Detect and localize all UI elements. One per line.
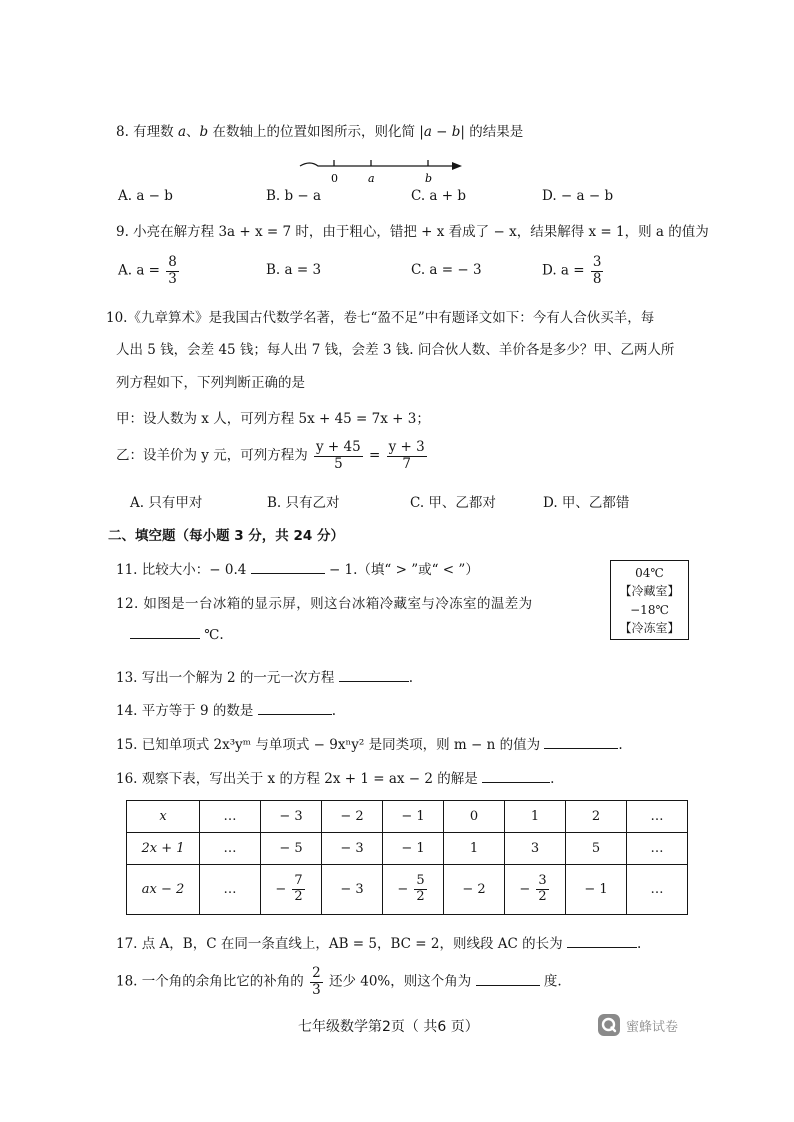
q9-option-d-den: 8	[592, 270, 602, 287]
table-fraction	[536, 874, 548, 905]
watermark-text: 蜜蜂试卷	[626, 1020, 679, 1035]
q10-option-d: D. 甲、乙都错	[543, 495, 630, 511]
q8-option-d: D. − a − b	[542, 188, 614, 204]
q14-end: .	[331, 703, 337, 719]
fraction-sign: −	[519, 882, 531, 897]
table-cell-fraction	[505, 865, 566, 915]
table-fraction	[292, 874, 304, 905]
table-row-x	[127, 801, 688, 833]
table-cell: …	[627, 833, 688, 865]
table-cell: x	[127, 801, 200, 833]
q10-line-2: 人出 5 钱，会差 45 钱；每人出 7 钱，会差 3 钱. 问合伙人数、羊价各是多少？甲、乙两人所	[116, 342, 675, 358]
q12-text: 12. 如图是一台冰箱的显示屏，则这台冰箱冷藏室与冷冻室的温差为	[116, 596, 533, 612]
table-cell-fraction	[261, 865, 322, 915]
fraction-den: 2	[538, 889, 547, 904]
q9-option-d-fraction	[591, 255, 604, 287]
q12-answer-line	[130, 626, 224, 643]
q10-yi-fraction-1	[314, 440, 363, 472]
fraction-den: 2	[416, 889, 425, 904]
q11	[116, 558, 479, 578]
q9-stem: 9. 小亮在解方程 3a + x = 7 时，由于粗心，错把 + x 看成了 − x，结果解得 x = 1，则 a 的值为	[116, 224, 709, 240]
table-cell: − 1	[383, 801, 444, 833]
q17-text: 17. 点 A，B，C 在同一条直线上，AB = 5，BC = 2，则线段 AC 的长为	[116, 936, 563, 952]
q10-option-c: C. 甲、乙都对	[410, 495, 496, 511]
q18-unit: 度.	[543, 973, 562, 990]
q8-option-a: A. a − b	[118, 188, 173, 204]
q10-option-b: B. 只有乙对	[267, 495, 340, 511]
table-cell: …	[200, 833, 261, 865]
q17-answer-blank[interactable]	[567, 935, 637, 948]
q10-yi-frac2-den: 7	[402, 455, 411, 472]
table-cell: 2x + 1	[127, 833, 200, 865]
table-cell: − 3	[261, 801, 322, 833]
q8-option-b: B. b − a	[266, 188, 322, 204]
q9-option-d	[542, 255, 605, 287]
q18-text-mid: 还少 40%，则这个角为	[328, 973, 472, 990]
q9-option-b: B. a = 3	[266, 262, 322, 278]
q8-stem	[116, 120, 523, 140]
q10-line-1: 10.《九章算术》是我国古代数学名著，卷七“盈不足”中有题译文如下：今有人合伙买羊，每	[106, 310, 655, 326]
q9-option-d-num: 3	[592, 254, 602, 270]
q15-end: .	[618, 737, 623, 753]
q8-text: 8. 有理数	[116, 124, 178, 140]
fraction-num: 5	[416, 873, 425, 889]
fraction-sign: −	[275, 882, 287, 897]
q10-jia: 甲：设人数为 x 人，可列方程 5x + 45 = 7x + 3；	[116, 411, 430, 427]
q16-end: .	[550, 771, 555, 787]
q10-yi-frac2-num: y + 3	[388, 439, 425, 455]
q10-yi-frac1-den: 5	[334, 455, 343, 472]
q10-option-a: A. 只有甲对	[130, 495, 203, 511]
q11-text: 11. 比较大小：− 0.4	[116, 562, 247, 578]
q9-option-a-label: A. a =	[118, 262, 160, 279]
fridge-display	[610, 560, 689, 640]
q8-var-a: a	[177, 124, 187, 140]
page-footer: 七年级数学第2页（ 共6 页）	[298, 1019, 479, 1035]
fridge-temp-freezer: −18℃	[630, 603, 669, 617]
q16	[116, 767, 554, 787]
q14-text: 14. 平方等于 9 的数是	[116, 703, 254, 719]
q13-end: .	[408, 670, 414, 686]
q18	[116, 966, 562, 998]
q18-answer-blank[interactable]	[476, 973, 540, 986]
q16-text: 16. 观察下表，写出关于 x 的方程 2x + 1 = ax − 2 的解是	[116, 771, 478, 787]
q8-var-b: b	[199, 124, 209, 140]
q9-option-a-num: 8	[168, 254, 177, 270]
q8-text-mid: 在数轴上的位置如图所示，则化简	[208, 124, 420, 140]
q10-yi-frac1-num: y + 45	[316, 439, 361, 455]
numberline-zero: 0	[331, 172, 338, 185]
table-cell: − 2	[322, 801, 383, 833]
table-cell: …	[200, 801, 261, 833]
fraction-num: 7	[294, 873, 303, 889]
q9-option-a-fraction	[166, 255, 179, 287]
table-cell: …	[200, 865, 261, 915]
table-cell: − 3	[322, 865, 383, 915]
q11-hint: − 1.（填“ > ”或“ < ”）	[328, 562, 479, 578]
table-cell: − 1	[566, 865, 627, 915]
table-cell: − 3	[322, 833, 383, 865]
table-row-ax-minus-2	[127, 865, 688, 915]
q10-yi-equals: =	[369, 447, 381, 464]
q12-answer-blank[interactable]	[130, 626, 200, 639]
q17-end: .	[636, 936, 642, 952]
q8-text-post: 的结果是	[464, 124, 524, 140]
table-cell: 3	[505, 833, 566, 865]
q9-option-a-den: 3	[168, 270, 177, 287]
q10-yi-text: 乙：设羊价为 y 元，可列方程为	[116, 447, 308, 464]
q18-text: 18. 一个角的余角比它的补角的	[116, 973, 304, 990]
q16-answer-blank[interactable]	[482, 770, 550, 783]
q10-yi-fraction-2	[387, 440, 427, 472]
table-row-2x-plus-1	[127, 833, 688, 865]
fraction-sign: −	[397, 882, 409, 897]
table-cell: 1	[444, 833, 505, 865]
numberline-a: a	[368, 172, 375, 185]
table-cell-fraction	[383, 865, 444, 915]
q15-answer-blank[interactable]	[544, 736, 618, 749]
table-cell: 5	[566, 833, 627, 865]
q9-option-c: C. a = − 3	[411, 262, 482, 278]
fridge-temp-fridge: 04℃	[635, 566, 664, 580]
table-cell: − 2	[444, 865, 505, 915]
q13	[116, 666, 413, 686]
q9-option-a	[118, 255, 181, 287]
table-cell: − 5	[261, 833, 322, 865]
q18-frac-den: 3	[312, 981, 321, 998]
fraction-den: 2	[294, 889, 303, 904]
q14-answer-blank[interactable]	[258, 702, 332, 715]
q9-option-d-label: D. a =	[542, 262, 585, 279]
q17	[116, 932, 641, 952]
numberline-b: b	[425, 172, 433, 185]
q18-frac-num: 2	[312, 965, 321, 981]
fridge-label-freezer: 【冷冻室】	[619, 621, 680, 635]
q10-yi	[116, 440, 429, 472]
q14	[116, 699, 336, 719]
table-cell: …	[627, 801, 688, 833]
q16-table	[126, 800, 688, 915]
watermark-logo-icon	[598, 1014, 620, 1036]
q18-fraction	[310, 966, 323, 998]
q10-line-3: 列方程如下，下列判断正确的是	[116, 375, 305, 391]
q11-answer-blank[interactable]	[251, 561, 325, 574]
q12-unit: ℃.	[204, 627, 224, 643]
q13-answer-blank[interactable]	[339, 669, 409, 682]
table-cell: 2	[566, 801, 627, 833]
table-cell: 1	[505, 801, 566, 833]
q8-sep: 、	[186, 124, 200, 140]
q8-option-c: C. a + b	[411, 188, 467, 204]
section-2-heading: 二、填空题（每小题 3 分，共 24 分）	[108, 528, 344, 544]
q15	[116, 733, 623, 753]
table-cell: 0	[444, 801, 505, 833]
number-line	[296, 154, 466, 188]
fraction-num: 3	[538, 873, 547, 889]
table-cell: − 1	[383, 833, 444, 865]
table-fraction	[414, 874, 426, 905]
q15-text: 15. 已知单项式 2x³yᵐ 与单项式 − 9xⁿy² 是同类项，则 m − n 的值为	[116, 737, 541, 753]
q8-abs-expression: |a − b|	[419, 124, 465, 140]
table-cell: ax − 2	[127, 865, 200, 915]
table-cell: …	[627, 865, 688, 915]
q13-text: 13. 写出一个解为 2 的一元一次方程	[116, 670, 335, 686]
fridge-label-fridge: 【冷藏室】	[619, 584, 680, 598]
